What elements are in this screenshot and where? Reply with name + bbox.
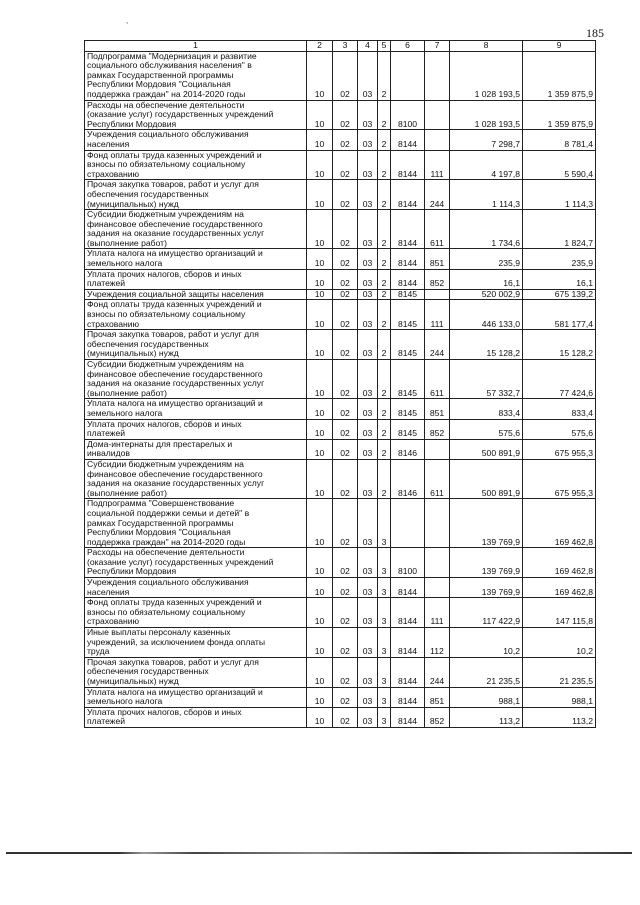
amount-cell: 1 028 193,5 [450,100,523,130]
code-cell [425,578,450,598]
amount-cell: 575,6 [523,419,596,439]
code-cell: 03 [358,150,378,180]
code-cell: 02 [333,100,358,130]
code-cell: 02 [333,439,358,459]
column-header: 8 [450,41,523,52]
code-cell: 111 [425,598,450,628]
column-header: 4 [358,41,378,52]
code-cell: 611 [425,360,450,399]
code-cell: 02 [333,210,358,249]
amount-cell: 10,2 [450,628,523,658]
code-cell: 3 [378,628,391,658]
amount-cell: 581 177,4 [523,300,596,330]
code-cell: 03 [358,360,378,399]
code-cell: 8145 [391,399,425,419]
code-cell: 10 [307,300,333,330]
code-cell: 8144 [391,130,425,150]
amount-cell: 1 359 875,9 [523,100,596,130]
amount-cell: 5 590,4 [523,150,596,180]
code-cell: 8145 [391,330,425,360]
table-row [85,51,596,100]
code-cell: 02 [333,360,358,399]
table-row [85,180,596,210]
code-cell: 8144 [391,657,425,687]
code-cell: 244 [425,330,450,360]
code-cell [391,499,425,548]
row-name-cell: Учреждения социального обслуживания населения [85,130,307,150]
code-cell [425,548,450,578]
amount-cell: 7 298,7 [450,130,523,150]
code-cell: 8144 [391,210,425,249]
code-cell: 10 [307,180,333,210]
code-cell: 112 [425,628,450,658]
amount-cell: 1 734,6 [450,210,523,249]
code-cell: 8145 [391,360,425,399]
code-cell: 3 [378,548,391,578]
row-name-cell: Фонд оплаты труда казенных учреждений и взносы по обязательному социальному страхованию [85,598,307,628]
row-name-cell: Уплата прочих налогов, сборов и иных платежей [85,419,307,439]
row-name-cell: Расходы на обеспечение деятельности (оказание услуг) государственных учреждений Республики Мордовия [85,100,307,130]
code-cell: 10 [307,210,333,249]
amount-cell: 169 462,8 [523,548,596,578]
code-cell: 8144 [391,687,425,707]
code-cell: 8144 [391,150,425,180]
code-cell: 03 [358,399,378,419]
code-cell: 111 [425,150,450,180]
code-cell: 02 [333,180,358,210]
table-row [85,269,596,289]
code-cell [425,130,450,150]
code-cell: 2 [378,180,391,210]
table-row [85,330,596,360]
code-cell: 3 [378,578,391,598]
code-cell: 03 [358,657,378,687]
code-cell: 10 [307,399,333,419]
amount-cell: 833,4 [450,399,523,419]
code-cell: 2 [378,289,391,300]
amount-cell: 147 115,8 [523,598,596,628]
code-cell: 02 [333,399,358,419]
amount-cell: 8 781,4 [523,130,596,150]
table-row [85,100,596,130]
code-cell: 3 [378,687,391,707]
code-cell: 8146 [391,439,425,459]
row-name-cell: Фонд оплаты труда казенных учреждений и взносы по обязательному социальному страхованию [85,300,307,330]
amount-cell: 15 128,2 [450,330,523,360]
amount-cell: 139 769,9 [450,499,523,548]
table-row [85,210,596,249]
code-cell: 611 [425,459,450,498]
amount-cell: 235,9 [450,249,523,269]
code-cell: 03 [358,180,378,210]
code-cell: 3 [378,657,391,687]
table-row [85,249,596,269]
amount-cell: 16,1 [450,269,523,289]
amount-cell: 675 955,3 [523,459,596,498]
code-cell: 2 [378,130,391,150]
table-row [85,598,596,628]
amount-cell: 1 028 193,5 [450,51,523,100]
code-cell: 2 [378,100,391,130]
code-cell: 851 [425,249,450,269]
table-body [85,51,596,727]
code-cell: 8145 [391,289,425,300]
amount-cell: 169 462,8 [523,578,596,598]
table-row [85,399,596,419]
column-header: 7 [425,41,450,52]
code-cell: 8144 [391,180,425,210]
code-cell: 03 [358,269,378,289]
row-name-cell: Субсидии бюджетным учреждениям на финансовое обеспечение государственного задания на оказание государственных услуг (выполнение работ) [85,360,307,399]
code-cell: 10 [307,249,333,269]
row-name-cell: Уплата прочих налогов, сборов и иных платежей [85,269,307,289]
code-cell: 02 [333,130,358,150]
code-cell: 111 [425,300,450,330]
code-cell: 03 [358,289,378,300]
code-cell: 2 [378,300,391,330]
code-cell: 02 [333,51,358,100]
code-cell: 10 [307,289,333,300]
code-cell: 02 [333,289,358,300]
code-cell: 02 [333,628,358,658]
code-cell: 8146 [391,459,425,498]
code-cell: 02 [333,657,358,687]
code-cell: 2 [378,51,391,100]
code-cell: 2 [378,249,391,269]
code-cell: 02 [333,687,358,707]
code-cell: 02 [333,249,358,269]
amount-cell: 57 332,7 [450,360,523,399]
code-cell: 10 [307,439,333,459]
amount-cell: 21 235,5 [450,657,523,687]
row-name-cell: Субсидии бюджетным учреждениям на финансовое обеспечение государственного задания на оказание государственных услуг (выполнение работ) [85,210,307,249]
code-cell: 2 [378,459,391,498]
amount-cell: 139 769,9 [450,578,523,598]
table-row [85,360,596,399]
code-cell: 03 [358,300,378,330]
column-header: 3 [333,41,358,52]
row-name-cell: Подпрограмма "Модернизация и развитие социального обслуживания населения" в рамках Государственной программы Республики Мордовия "Социальная поддержка граждан" на 2014-2020 годы [85,51,307,100]
code-cell: 8144 [391,578,425,598]
column-header: 1 [85,41,307,52]
row-name-cell: Расходы на обеспечение деятельности (оказание услуг) государственных учреждений Республики Мордовия [85,548,307,578]
code-cell: 02 [333,499,358,548]
code-cell: 10 [307,657,333,687]
code-cell: 2 [378,210,391,249]
code-cell: 10 [307,100,333,130]
code-cell: 10 [307,578,333,598]
code-cell: 852 [425,269,450,289]
row-name-cell: Уплата налога на имущество организаций и земельного налога [85,687,307,707]
amount-cell: 500 891,9 [450,459,523,498]
code-cell: 3 [378,707,391,727]
table-row [85,439,596,459]
code-cell: 2 [378,150,391,180]
table-row [85,548,596,578]
amount-cell: 675 955,3 [523,439,596,459]
code-cell: 03 [358,687,378,707]
code-cell: 8144 [391,598,425,628]
code-cell: 10 [307,499,333,548]
code-cell: 03 [358,459,378,498]
code-cell: 851 [425,399,450,419]
code-cell: 851 [425,687,450,707]
code-cell: 8144 [391,269,425,289]
row-name-cell: Субсидии бюджетным учреждениям на финансовое обеспечение государственного задания на оказание государственных услуг (выполнение работ) [85,459,307,498]
table-row [85,130,596,150]
table-header-row [85,41,596,52]
code-cell: 10 [307,269,333,289]
code-cell: 03 [358,707,378,727]
row-name-cell: Прочая закупка товаров, работ и услуг для обеспечения государственных (муниципальных) нужд [85,657,307,687]
code-cell: 10 [307,687,333,707]
code-cell: 2 [378,269,391,289]
code-cell: 8144 [391,707,425,727]
row-name-cell: Прочая закупка товаров, работ и услуг для обеспечения государственных (муниципальных) нужд [85,330,307,360]
amount-cell: 446 133,0 [450,300,523,330]
row-name-cell: Дома-интернаты для престарелых и инвалидов [85,439,307,459]
amount-cell: 988,1 [450,687,523,707]
amount-cell: 10,2 [523,628,596,658]
code-cell: 8144 [391,249,425,269]
amount-cell: 520 002,9 [450,289,523,300]
amount-cell: 117 422,9 [450,598,523,628]
amount-cell: 113,2 [450,707,523,727]
table-row [85,289,596,300]
code-cell [425,100,450,130]
code-cell: 03 [358,548,378,578]
amount-cell: 1 114,3 [523,180,596,210]
table-row [85,419,596,439]
code-cell: 244 [425,180,450,210]
code-cell [425,439,450,459]
code-cell: 03 [358,100,378,130]
table-row [85,150,596,180]
amount-cell: 1 824,7 [523,210,596,249]
table-row [85,628,596,658]
code-cell [391,51,425,100]
column-header: 6 [391,41,425,52]
code-cell: 02 [333,330,358,360]
code-cell: 02 [333,548,358,578]
amount-cell: 77 424,6 [523,360,596,399]
code-cell: 611 [425,210,450,249]
table-row [85,499,596,548]
code-cell [425,51,450,100]
code-cell: 10 [307,330,333,360]
code-cell: 10 [307,628,333,658]
code-cell: 02 [333,419,358,439]
code-cell: 03 [358,419,378,439]
code-cell: 10 [307,548,333,578]
code-cell: 10 [307,419,333,439]
code-cell: 03 [358,439,378,459]
amount-cell: 16,1 [523,269,596,289]
code-cell: 02 [333,598,358,628]
code-cell: 02 [333,300,358,330]
code-cell: 10 [307,707,333,727]
code-cell: 02 [333,578,358,598]
code-cell: 02 [333,269,358,289]
code-cell: 03 [358,130,378,150]
code-cell: 2 [378,330,391,360]
code-cell: 10 [307,598,333,628]
code-cell: 8145 [391,419,425,439]
amount-cell: 21 235,5 [523,657,596,687]
code-cell: 10 [307,360,333,399]
code-cell: 10 [307,51,333,100]
code-cell: 2 [378,439,391,459]
table-row [85,459,596,498]
column-header: 9 [523,41,596,52]
amount-cell: 4 197,8 [450,150,523,180]
amount-cell: 113,2 [523,707,596,727]
row-name-cell: Иные выплаты персоналу казенных учреждений, за исключением фонда оплаты труда [85,628,307,658]
code-cell: 03 [358,628,378,658]
table-row [85,657,596,687]
table-row [85,300,596,330]
code-cell: 244 [425,657,450,687]
code-cell [425,289,450,300]
code-cell: 10 [307,130,333,150]
code-cell: 2 [378,360,391,399]
amount-cell: 235,9 [523,249,596,269]
table-row [85,707,596,727]
code-cell: 02 [333,150,358,180]
code-cell: 852 [425,707,450,727]
margin-mark: , [126,16,129,25]
code-cell: 3 [378,499,391,548]
bottom-scan-line [6,852,632,854]
code-cell: 03 [358,249,378,269]
amount-cell: 833,4 [523,399,596,419]
code-cell: 03 [358,51,378,100]
code-cell: 10 [307,459,333,498]
budget-table [84,40,596,728]
amount-cell: 988,1 [523,687,596,707]
row-name-cell: Подпрограмма "Совершенствование социальной поддержки семьи и детей" в рамках Государственной программы Республики Мордовия "Социальная поддержка граждан" на 2014-2020 годы [85,499,307,548]
amount-cell: 575,6 [450,419,523,439]
code-cell: 03 [358,578,378,598]
amount-cell: 169 462,8 [523,499,596,548]
row-name-cell: Учреждения социального обслуживания населения [85,578,307,598]
row-name-cell: Прочая закупка товаров, работ и услуг для обеспечения государственных (муниципальных) нужд [85,180,307,210]
code-cell: 8100 [391,548,425,578]
row-name-cell: Фонд оплаты труда казенных учреждений и взносы по обязательному социальному страхованию [85,150,307,180]
code-cell: 03 [358,499,378,548]
amount-cell: 1 114,3 [450,180,523,210]
code-cell: 03 [358,330,378,360]
code-cell: 3 [378,598,391,628]
code-cell: 8145 [391,300,425,330]
code-cell: 2 [378,419,391,439]
code-cell: 2 [378,399,391,419]
code-cell: 02 [333,459,358,498]
amount-cell: 15 128,2 [523,330,596,360]
table-row [85,687,596,707]
code-cell: 8100 [391,100,425,130]
amount-cell: 1 359 875,9 [523,51,596,100]
code-cell: 03 [358,210,378,249]
row-name-cell: Уплата прочих налогов, сборов и иных платежей [85,707,307,727]
code-cell: 10 [307,150,333,180]
table-row [85,578,596,598]
code-cell: 02 [333,707,358,727]
row-name-cell: Учреждения социальной защиты населения [85,289,307,300]
page-number: 185 [586,26,604,40]
code-cell: 852 [425,419,450,439]
amount-cell: 500 891,9 [450,439,523,459]
row-name-cell: Уплата налога на имущество организаций и земельного налога [85,249,307,269]
amount-cell: 139 769,9 [450,548,523,578]
amount-cell: 675 139,2 [523,289,596,300]
code-cell: 8144 [391,628,425,658]
column-header: 5 [378,41,391,52]
row-name-cell: Уплата налога на имущество организаций и земельного налога [85,399,307,419]
code-cell: 03 [358,598,378,628]
column-header: 2 [307,41,333,52]
code-cell [425,499,450,548]
